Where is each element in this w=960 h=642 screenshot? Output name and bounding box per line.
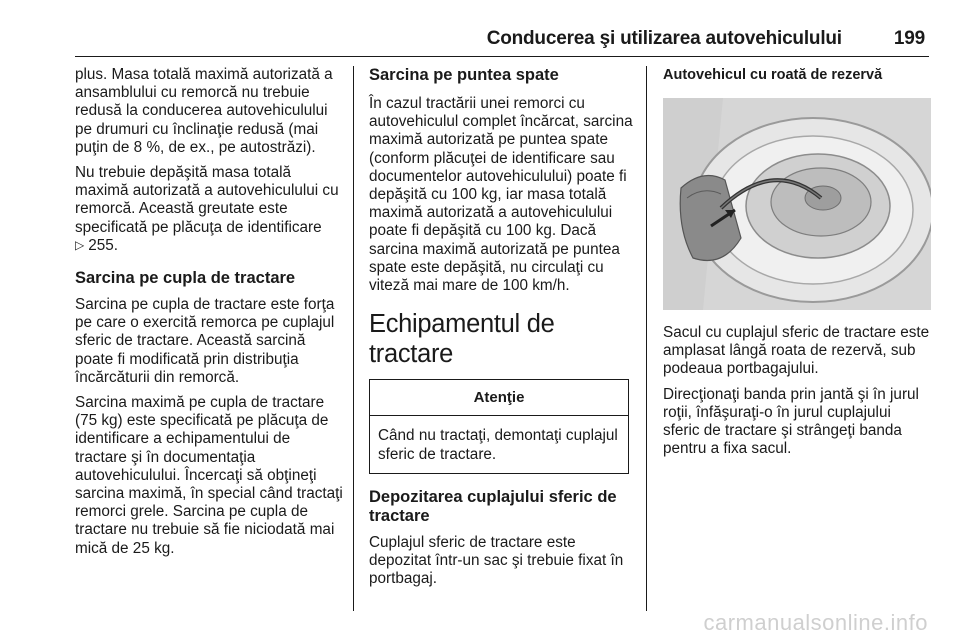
paragraph: Direcţionaţi banda prin jantă şi în jurul roţii, înfăşuraţi-o în jurul cuplajului sferic de tractare şi strângeţi banda pentru a fixa sacul. <box>663 385 919 458</box>
paragraph: Sarcina pe cupla de tractare este forţa pe care o exercită remorca pe cuplajul sferic de tractare. Această sarcină poate fi modificată prin distribuţia încărcăturii din remorcă. <box>75 296 335 386</box>
spare-wheel-tow-bar-bag-illustration <box>663 98 931 310</box>
column-divider-1 <box>353 66 354 611</box>
section-heading-cupla: Sarcina pe cupla de tractare <box>75 269 296 288</box>
column-1 <box>75 66 345 565</box>
paragraph: Cuplajul sferic de tractare este depozitat într-un sac şi trebuie fixat în portbagaj. <box>369 533 624 588</box>
warning-body: Când nu tractaţi, demontaţi cuplajul sferic de tractare. <box>378 427 618 463</box>
page-title: Conducerea şi utilizarea autovehiculului <box>486 28 842 49</box>
paragraph: plus. Masa totală maximă autorizată a ansamblului cu remorcă nu trebuie redusă la conducerea autovehiculului pe drumuri cu înclinaţie redusă (mai puţin de 8 %, de ex., pe autostrăzi). <box>75 66 333 156</box>
chapter-heading-echipament: Echipamentul de tractare <box>369 310 555 369</box>
header-rule <box>75 56 929 57</box>
page-number: 199 <box>893 28 925 49</box>
section-heading-puntea: Sarcina pe puntea spate <box>369 66 559 84</box>
paragraph-text: Nu trebuie depăşită masa totală maximă autorizată a autovehiculului cu remorcă. Această greutate este specificată pe plăcuţa de identificare <box>75 164 339 236</box>
section-heading-roata: Autovehicul cu roată de rezervă <box>663 67 883 83</box>
paragraph: Sacul cu cuplajul sferic de tractare este amplasat lângă roata de rezervă, sub podeaua portbagajului. <box>663 324 930 378</box>
column-3 <box>663 66 931 465</box>
paragraph: Sarcina maximă pe cupla de tractare (75 kg) este specificată pe plăcuţa de identificare a echipamentului de tractare şi în documentaţia autovehiculului. Încercaţi să obţineţi sarcina maximă, în special când tractaţi remorci grele. Sarcina pe cupla de tractare nu trebuie să fie niciodată mai mică de 25 kg. <box>75 394 343 557</box>
page-reference-link[interactable]: 255. <box>88 236 119 254</box>
warning-box <box>369 379 629 474</box>
warning-title: Atenţie <box>370 380 628 416</box>
paragraph: În cazul tractării unei remorci cu autovehiculul complet încărcat, sarcina maximă autorizată pe puntea spate (conform plăcuţei de identificare sau documentelor autovehiculului) poate fi depăşită cu 100 kg, iar masa totală maximă autorizată a autovehiculului poate fi depăşită cu 100 kg. Dacă sarcina maximă autorizată pe puntea spate este depăşită, nu circulaţi cu viteză mai mare de 100 km/h. <box>369 95 633 295</box>
column-divider-2 <box>646 66 647 611</box>
section-heading-depozitare: Depozitarea cuplajului sferic de tractare <box>369 487 617 525</box>
watermark: carmanualsonline.info <box>703 610 928 635</box>
page-header <box>75 28 925 50</box>
column-2 <box>369 66 635 595</box>
page-reference-arrow-icon: ▷ <box>75 237 85 252</box>
paragraph <box>75 164 345 255</box>
